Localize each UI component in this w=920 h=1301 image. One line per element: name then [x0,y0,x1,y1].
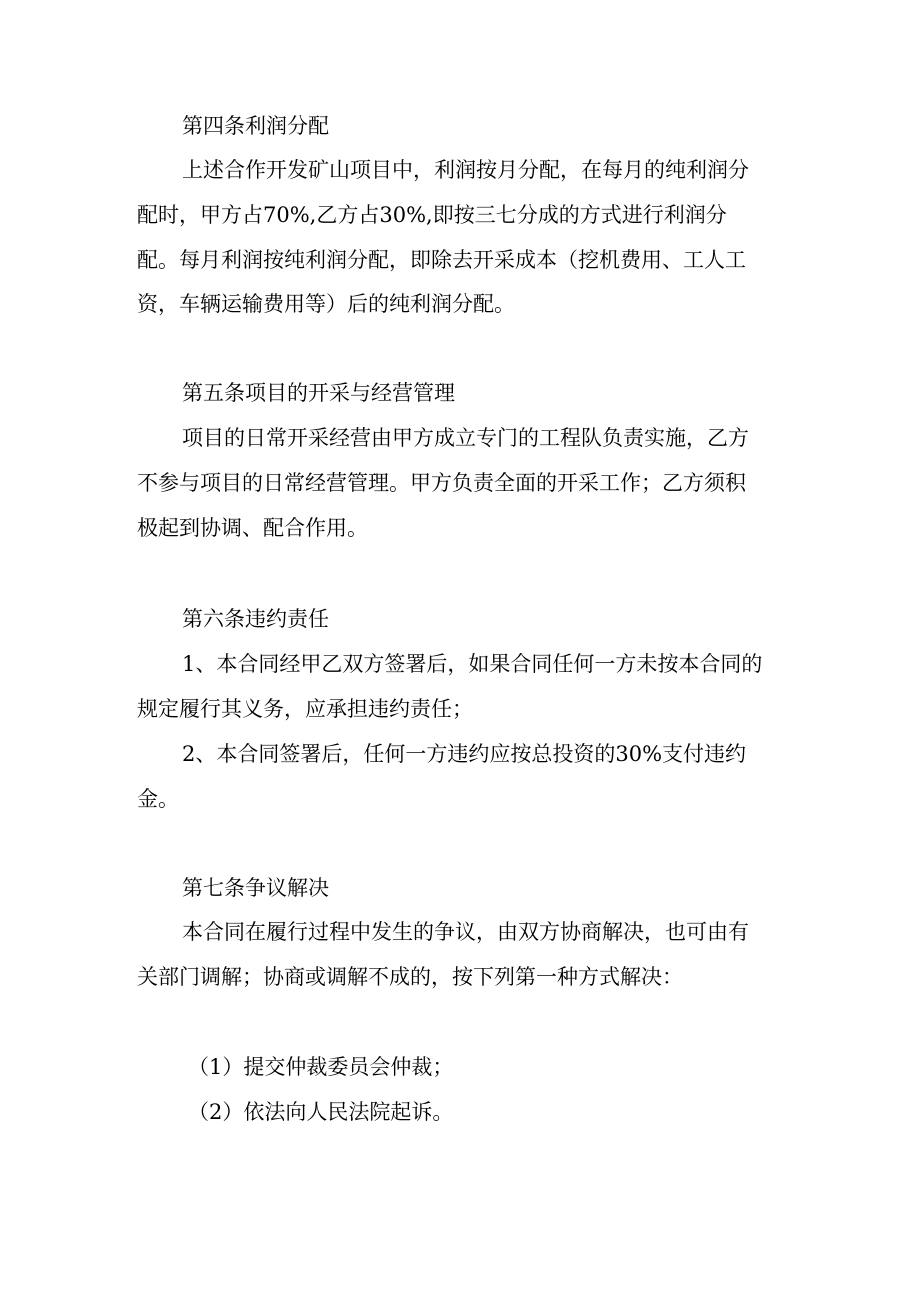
paragraph-line: 关部门调解；协商或调解不成的，按下列第一种方式解决： [137,965,683,989]
paragraph-line: 规定履行其义务，应承担违约责任； [137,697,473,721]
option-item-1: （1）提交仲裁委员会仲裁； [188,1055,454,1079]
paragraph-line: 本合同在履行过程中发生的争议，由双方协商解决，也可由有 [182,920,749,944]
section-heading-7: 第七条争议解决 [182,876,329,900]
option-item-2: （2）依法向人民法院起诉。 [188,1100,454,1124]
paragraph-line: 极起到协调、配合作用。 [137,516,368,540]
section-heading-4: 第四条利润分配 [182,114,329,138]
paragraph-line: 配时，甲方占70%,乙方占30%,即按三七分成的方式进行利润分 [137,203,727,227]
section-heading-6: 第六条违约责任 [182,607,329,631]
paragraph-line: 项目的日常开采经营由甲方成立专门的工程队负责实施，乙方 [182,426,749,450]
paragraph-line: 配。每月利润按纯利润分配，即除去开采成本（挖机费用、工人工 [137,248,746,272]
paragraph-line: 不参与项目的日常经营管理。甲方负责全面的开采工作；乙方须积 [137,471,746,495]
paragraph-line: 1、本合同经甲乙双方签署后，如果合同任何一方未按本合同的 [182,652,763,676]
paragraph-line: 资，车辆运输费用等）后的纯利润分配。 [137,292,515,316]
paragraph-line: 2、本合同签署后，任何一方违约应按总投资的30%支付违约 [182,742,747,766]
paragraph-line: 金。 [137,787,179,811]
paragraph-line: 上述合作开发矿山项目中，利润按月分配，在每月的纯利润分 [182,158,749,182]
section-heading-5: 第五条项目的开采与经营管理 [182,381,455,405]
